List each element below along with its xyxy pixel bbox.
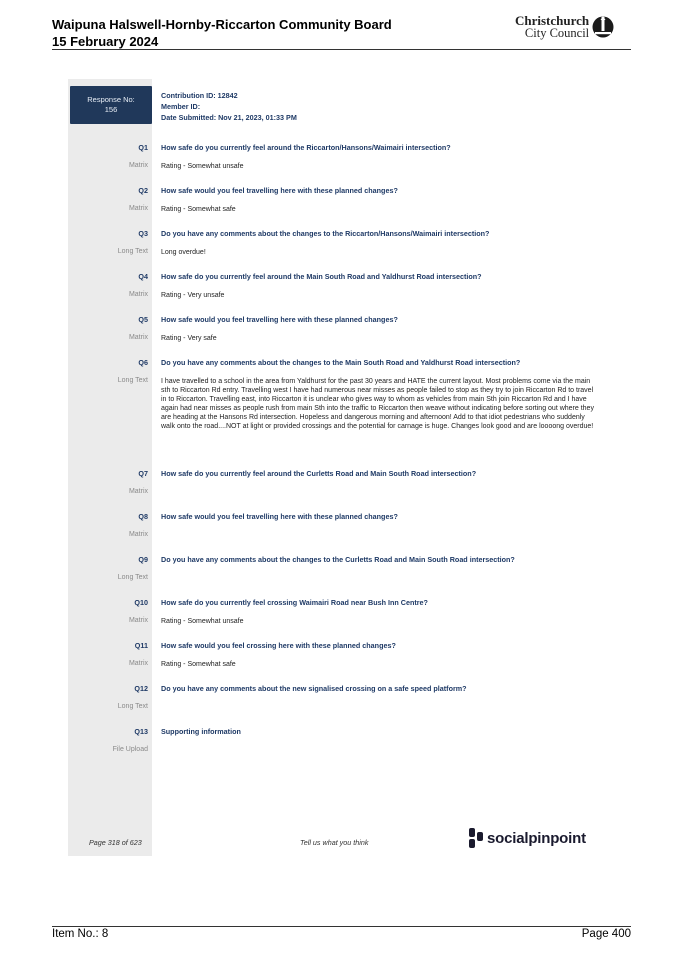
question-number: Q6 xyxy=(138,358,148,367)
logo-line-1: Christchurch xyxy=(515,13,590,28)
question-text: How safe do you currently feel crossing Waimairi Road near Bush Inn Centre? xyxy=(161,598,428,607)
answer-type: Matrix xyxy=(128,291,148,298)
response-number-box xyxy=(70,86,152,124)
question-text: Do you have any comments about the changes to the Riccarton/Hansons/Waimairi intersection? xyxy=(161,229,490,238)
answer-value: Rating - Somewhat safe xyxy=(161,206,236,213)
question-text: How safe do you currently feel around the Curletts Road and Main South Road intersection? xyxy=(161,469,477,478)
question-text: Supporting information xyxy=(161,727,241,736)
socialpinpoint-mark-icon xyxy=(469,828,483,848)
answer-type: Matrix xyxy=(128,488,148,495)
question-number: Q11 xyxy=(134,641,148,650)
socialpinpoint-logo xyxy=(469,828,586,848)
question-text: How safe do you currently feel around the Riccarton/Hansons/Waimairi intersection? xyxy=(161,143,451,152)
question-number: Q12 xyxy=(134,684,148,693)
answer-type: Matrix xyxy=(128,531,148,538)
answer-type: Long Text xyxy=(117,248,148,255)
date-submitted: Date Submitted: Nov 21, 2023, 01:33 PM xyxy=(161,113,297,122)
answer-type: Matrix xyxy=(128,205,148,212)
question-text: How safe would you feel travelling here with these planned changes? xyxy=(161,186,398,195)
answer-type: Long Text xyxy=(117,574,148,581)
document-page-number: Page 400 xyxy=(581,928,631,940)
question-number: Q10 xyxy=(134,598,148,607)
answer-value: Rating - Very unsafe xyxy=(161,292,225,299)
meeting-date: 15 February 2024 xyxy=(52,34,159,49)
response-label: Response No: xyxy=(87,95,135,104)
report-tagline: Tell us what you think xyxy=(300,838,369,847)
question-number: Q2 xyxy=(138,186,148,195)
question-number: Q5 xyxy=(138,315,148,324)
question-number: Q4 xyxy=(138,272,148,281)
question-text: Do you have any comments about the changes to the Curletts Road and Main South Road intersection? xyxy=(161,555,515,564)
question-text: How safe would you feel travelling here with these planned changes? xyxy=(161,315,398,324)
question-number: Q1 xyxy=(138,143,148,152)
answer-value: Long overdue! xyxy=(161,249,206,256)
logo-line-2: City Council xyxy=(524,26,590,40)
answer-type: Long Text xyxy=(117,703,148,710)
question-text: How safe would you feel travelling here with these planned changes? xyxy=(161,512,398,521)
response-number: 156 xyxy=(104,105,118,114)
cathedral-emblem-icon xyxy=(592,15,614,39)
answer-type: Matrix xyxy=(128,334,148,341)
answer-value: Rating - Somewhat unsafe xyxy=(161,618,244,625)
answer-value: Rating - Somewhat safe xyxy=(161,661,236,668)
council-logo xyxy=(515,15,614,39)
socialpinpoint-wordmark: socialpinpoint xyxy=(487,829,586,847)
contribution-id: Contribution ID: 12842 xyxy=(161,91,238,100)
question-number: Q8 xyxy=(138,512,148,521)
question-number: Q3 xyxy=(138,229,148,238)
contribution-details xyxy=(161,90,297,123)
footer-divider xyxy=(52,926,631,927)
answer-value: I have travelled to a school in the area from Yaldhurst for the past 30 years and HATE the current layout. Most problems come via the main sth to Riccarton Rd entry. Travelling west I have had numerous near misses as people failed to stop as they try to join Riccarton Rd to travel in to Riccarton. Travelling east, into Riccarton it is unclear who gives way to whom as vehicles from main Sth join Riccarton Rd and I have again had near misses as people rush from main Sth into the traffic to Riccarton then weave without indicating before sorting out where they are heading at the Hansons Rd intersection. Hopeless and dangerous morning and afternoon! Add to that idiot pedestrians who suddenly walk onto the road....NOT at light or provided crossings and the potential for carnage is huge. Changes look good and are loooong overdue! xyxy=(161,378,594,430)
question-number: Q7 xyxy=(138,469,148,478)
answer-value: Rating - Very safe xyxy=(161,335,217,342)
answer-type: Long Text xyxy=(117,377,148,384)
item-number: Item No.: 8 xyxy=(52,928,109,940)
report-sidebar xyxy=(68,79,152,856)
board-name: Waipuna Halswell-Hornby-Riccarton Community Board xyxy=(52,17,392,32)
question-text: Do you have any comments about the changes to the Main South Road and Yaldhurst Road intersection? xyxy=(161,358,521,367)
question-number: Q9 xyxy=(138,555,148,564)
member-id: Member ID: xyxy=(161,102,201,111)
document-header xyxy=(52,16,392,50)
question-text: Do you have any comments about the new signalised crossing on a safe speed platform? xyxy=(161,684,467,693)
question-text: How safe would you feel crossing here with these planned changes? xyxy=(161,641,396,650)
question-text: How safe do you currently feel around the Main South Road and Yaldhurst Road intersection? xyxy=(161,272,482,281)
answer-type: Matrix xyxy=(128,617,148,624)
answer-type: Matrix xyxy=(128,162,148,169)
answer-type: File Upload xyxy=(112,746,148,753)
question-number: Q13 xyxy=(134,727,148,736)
answer-type: Matrix xyxy=(128,660,148,667)
answer-value: Rating - Somewhat unsafe xyxy=(161,163,244,170)
report-page-number: Page 318 of 623 xyxy=(89,838,142,847)
header-divider xyxy=(52,49,631,50)
